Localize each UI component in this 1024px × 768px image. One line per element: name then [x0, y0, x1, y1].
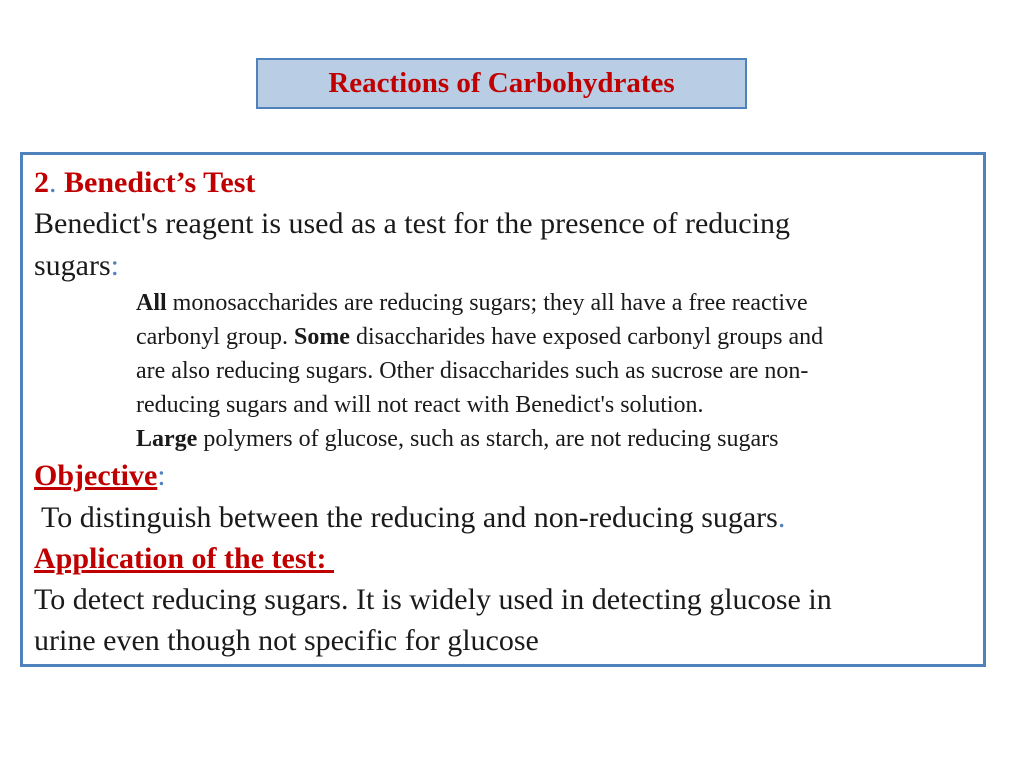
slide-title: Reactions of Carbohydrates [328, 67, 675, 99]
objective-colon: : [157, 459, 166, 492]
slide-title-box [256, 58, 747, 109]
details-line-1-text: monosaccharides are reducing sugars; they all have a free reactive [166, 290, 808, 316]
details-line-5-text: polymers of glucose, such as starch, are not reducing sugars [197, 426, 779, 452]
details-large-bold: Large [136, 426, 198, 452]
details-line-4: reducing sugars and will not react with Benedict's solution. [136, 392, 704, 418]
application-heading: Application of the test: [34, 542, 334, 575]
intro-line-2 [34, 246, 119, 286]
objective-text-line [34, 498, 785, 538]
objective-heading-line [34, 456, 166, 496]
section-number-dot: . [49, 166, 57, 199]
details-some-bold: Some [293, 324, 350, 350]
content-box [20, 152, 986, 667]
intro-sugars-word: sugars [34, 249, 111, 282]
details-all-bold: All [136, 290, 167, 316]
objective-heading: Objective [34, 459, 158, 492]
objective-text: To distinguish between the reducing and non-reducing sugars [34, 501, 778, 534]
details-line-2-a: carbonyl group. [136, 324, 294, 350]
details-line-2-b: disaccharides have exposed carbonyl groups and [349, 324, 824, 350]
application-line-1: To detect reducing sugars. It is widely used in detecting glucose in [34, 583, 832, 616]
section-number: 2 [34, 166, 49, 199]
section-title: Benedict’s Test [56, 166, 256, 199]
intro-colon: : [110, 249, 119, 282]
application-line-2: urine even though not specific for glucose [34, 624, 539, 657]
intro-line-1: Benedict's reagent is used as a test for the presence of reducing [34, 207, 790, 240]
details-line-1 [136, 286, 808, 320]
details-line-2 [136, 320, 823, 354]
application-heading-line [34, 539, 334, 579]
objective-end-dot: . [777, 501, 786, 534]
section-heading [34, 163, 255, 203]
details-line-3: are also reducing sugars. Other disaccharides such as sucrose are non- [136, 358, 809, 384]
details-line-5 [136, 422, 778, 456]
